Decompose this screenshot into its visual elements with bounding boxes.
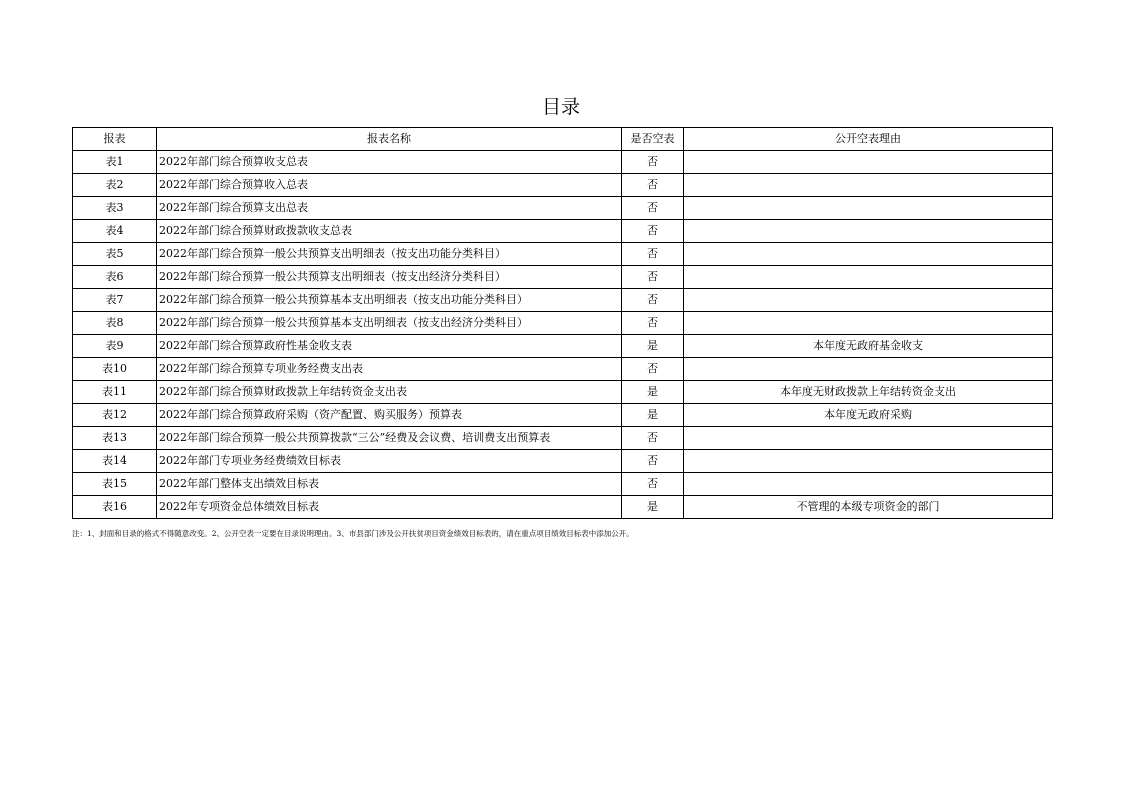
row-reason [684, 289, 1053, 312]
table-row [73, 404, 1053, 427]
row-name: 2022年部门综合预算财政拨款收支总表 [157, 220, 622, 243]
row-reason [684, 220, 1053, 243]
row-empty-flag: 否 [622, 450, 684, 473]
table-row [73, 312, 1053, 335]
row-id: 表3 [73, 197, 157, 220]
row-reason [684, 427, 1053, 450]
row-empty-flag: 否 [622, 220, 684, 243]
toc-table [72, 127, 1053, 519]
row-name: 2022年部门综合预算一般公共预算支出明细表（按支出经济分类科目） [157, 266, 622, 289]
table-row [73, 289, 1053, 312]
row-id: 表14 [73, 450, 157, 473]
row-reason: 本年度无政府采购 [684, 404, 1053, 427]
row-name: 2022年部门综合预算收入总表 [157, 174, 622, 197]
table-header-row [73, 128, 1053, 151]
row-name: 2022年专项资金总体绩效目标表 [157, 496, 622, 519]
row-name: 2022年部门综合预算支出总表 [157, 197, 622, 220]
row-reason: 不管理的本级专项资金的部门 [684, 496, 1053, 519]
row-id: 表13 [73, 427, 157, 450]
table-body [73, 151, 1053, 519]
row-id: 表8 [73, 312, 157, 335]
row-id: 表10 [73, 358, 157, 381]
row-reason [684, 174, 1053, 197]
table-row [73, 473, 1053, 496]
row-empty-flag: 否 [622, 312, 684, 335]
row-id: 表11 [73, 381, 157, 404]
table-row [73, 496, 1053, 519]
table-row [73, 427, 1053, 450]
row-name: 2022年部门综合预算一般公共预算基本支出明细表（按支出经济分类科目） [157, 312, 622, 335]
row-reason [684, 473, 1053, 496]
table-row [73, 151, 1053, 174]
row-id: 表2 [73, 174, 157, 197]
row-name: 2022年部门综合预算一般公共预算拨款“三公”经费及会议费、培训费支出预算表 [157, 427, 622, 450]
table-row [73, 335, 1053, 358]
row-empty-flag: 否 [622, 266, 684, 289]
row-reason [684, 450, 1053, 473]
row-empty-flag: 是 [622, 381, 684, 404]
row-name: 2022年部门综合预算一般公共预算支出明细表（按支出功能分类科目） [157, 243, 622, 266]
row-id: 表9 [73, 335, 157, 358]
row-id: 表12 [73, 404, 157, 427]
row-name: 2022年部门专项业务经费绩效目标表 [157, 450, 622, 473]
row-reason [684, 243, 1053, 266]
table-row [73, 197, 1053, 220]
row-empty-flag: 否 [622, 197, 684, 220]
row-name: 2022年部门综合预算政府性基金收支表 [157, 335, 622, 358]
row-id: 表6 [73, 266, 157, 289]
row-empty-flag: 否 [622, 174, 684, 197]
row-empty-flag: 否 [622, 151, 684, 174]
row-name: 2022年部门综合预算专项业务经费支出表 [157, 358, 622, 381]
row-id: 表4 [73, 220, 157, 243]
header-empty: 是否空表 [622, 128, 684, 151]
row-empty-flag: 否 [622, 358, 684, 381]
row-name: 2022年部门整体支出绩效目标表 [157, 473, 622, 496]
table-row [73, 243, 1053, 266]
table-row [73, 381, 1053, 404]
row-empty-flag: 否 [622, 243, 684, 266]
row-reason [684, 197, 1053, 220]
page-title: 目录 [541, 96, 580, 118]
row-empty-flag: 是 [622, 496, 684, 519]
row-reason [684, 312, 1053, 335]
row-name: 2022年部门综合预算财政拨款上年结转资金支出表 [157, 381, 622, 404]
row-name: 2022年部门综合预算政府采购（资产配置、购买服务）预算表 [157, 404, 622, 427]
row-empty-flag: 是 [622, 335, 684, 358]
row-id: 表15 [73, 473, 157, 496]
header-reason: 公开空表理由 [684, 128, 1053, 151]
row-empty-flag: 否 [622, 289, 684, 312]
row-reason: 本年度无政府基金收支 [684, 335, 1053, 358]
row-reason [684, 151, 1053, 174]
row-id: 表5 [73, 243, 157, 266]
row-name: 2022年部门综合预算一般公共预算基本支出明细表（按支出功能分类科目） [157, 289, 622, 312]
row-reason: 本年度无财政拨款上年结转资金支出 [684, 381, 1053, 404]
row-id: 表1 [73, 151, 157, 174]
row-reason [684, 266, 1053, 289]
row-reason [684, 358, 1053, 381]
table-row [73, 220, 1053, 243]
footnote: 注：1、封面和目录的格式不得随意改变。2、公开空表一定要在目录说明理由。3、市县部门涉及公开扶贫项目资金绩效目标表的，请在重点项目绩效目标表中添加公开。 [72, 529, 634, 538]
table-row [73, 358, 1053, 381]
row-id: 表16 [73, 496, 157, 519]
row-empty-flag: 是 [622, 404, 684, 427]
header-id: 报表 [73, 128, 157, 151]
header-name: 报表名称 [157, 128, 622, 151]
row-id: 表7 [73, 289, 157, 312]
table-row [73, 174, 1053, 197]
row-empty-flag: 否 [622, 427, 684, 450]
table-row [73, 450, 1053, 473]
row-empty-flag: 否 [622, 473, 684, 496]
table-row [73, 266, 1053, 289]
row-name: 2022年部门综合预算收支总表 [157, 151, 622, 174]
